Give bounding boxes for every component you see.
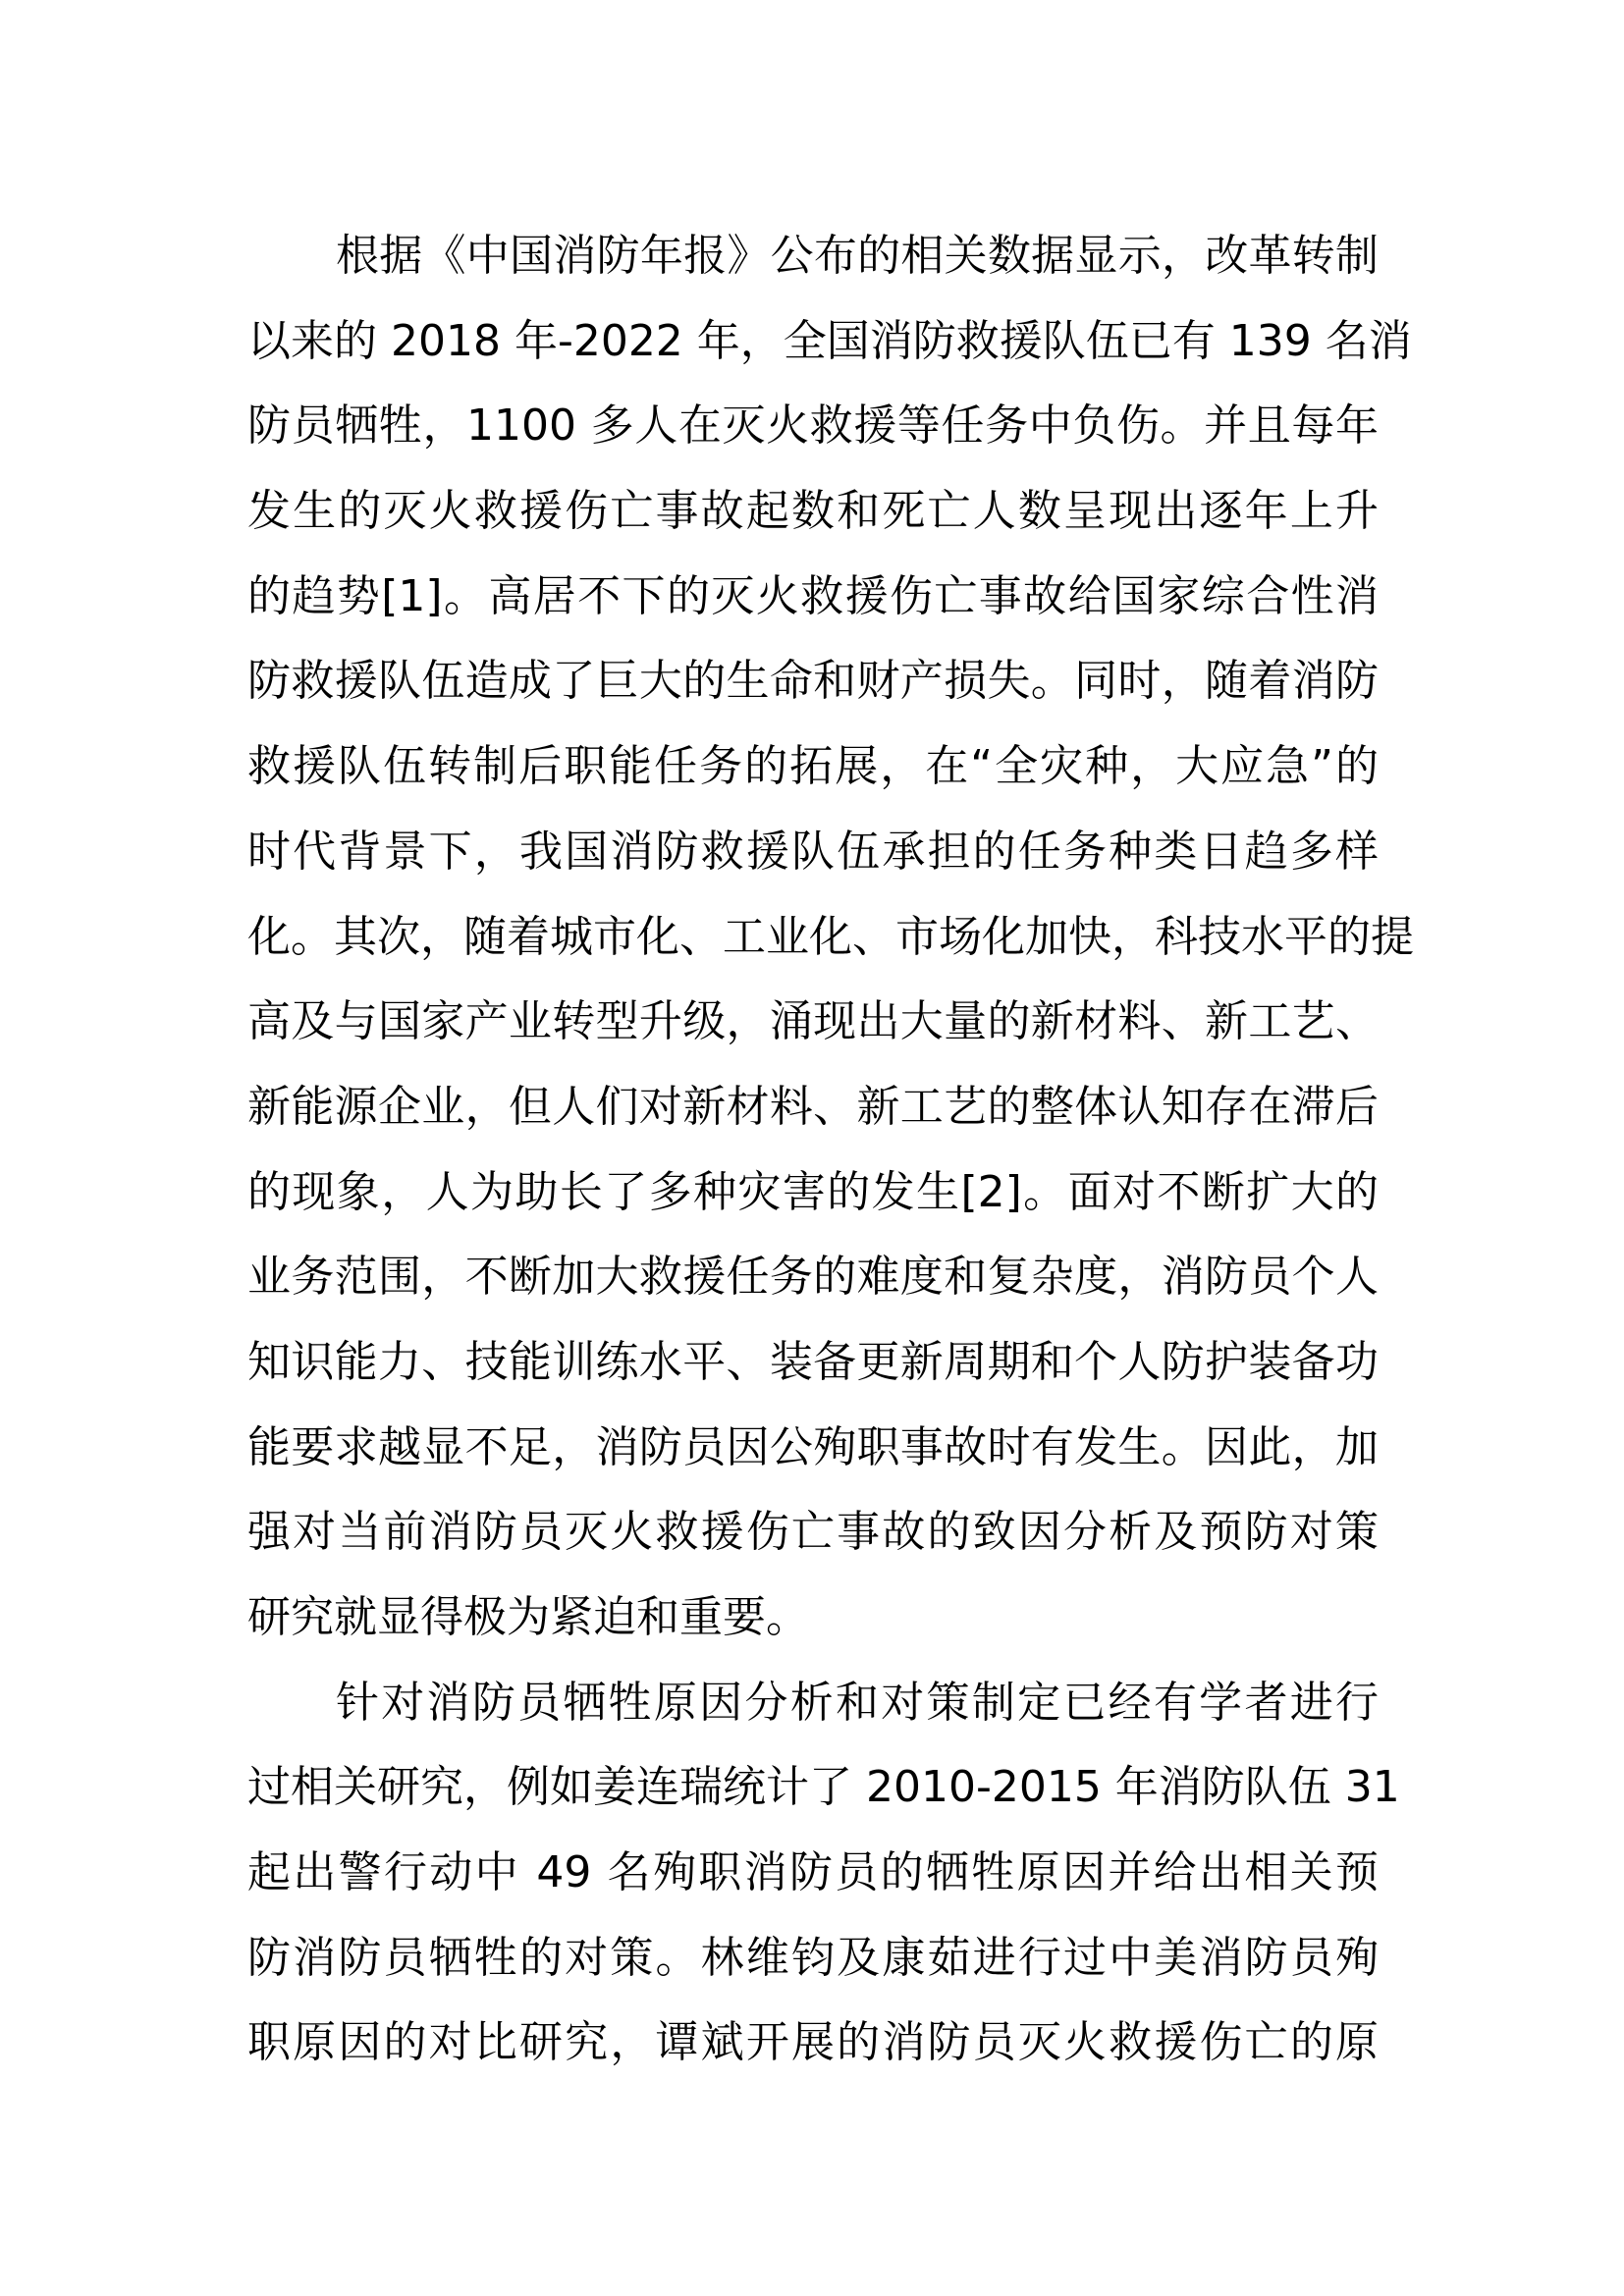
body-text [247,222,1414,2094]
paragraph-2 [247,1669,1400,2094]
text-line: 起出警行动中 49 名殉职消防员的牺牲原因并给出相关预 [247,1847,1379,1898]
text-line: 根据《中国消防年报》公布的相关数据显示，改革转制 [336,231,1379,281]
text-line: 的现象，人为助长了多种灾害的发生[2]。面对不断扩大的 [247,1166,1379,1217]
text-line: 针对消防员牺牲原因分析和对策制定已经有学者进行 [336,1677,1379,1728]
paragraph-1 [247,222,1414,1669]
text-line: 的趋势[1]。高居不下的灭火救援伤亡事故给国家综合性消 [247,570,1379,621]
text-line: 能要求越显不足，消防员因公殉职事故时有发生。因此，加 [247,1421,1379,1472]
text-line: 职原因的对比研究，谭斌开展的消防员灭火救援伤亡的原 [247,2017,1379,2068]
text-line: 防员牺牲，1100 多人在灭火救援等任务中负伤。并且每年 [247,400,1379,452]
text-line: 知识能力、技能训练水平、装备更新周期和个人防护装备功 [247,1336,1379,1387]
text-line: 研究就显得极为紧迫和重要。 [247,1592,809,1642]
text-line: 防消防员牺牲的对策。林维钧及康茹进行过中美消防员殉 [247,1932,1379,1983]
text-line: 发生的灭火救援伤亡事故起数和死亡人数呈现出逐年上升 [247,486,1379,537]
text-line: 过相关研究，例如姜连瑞统计了 2010-2015 年消防队伍 31 [247,1762,1400,1813]
text-line: 防救援队伍造成了巨大的生命和财产损失。同时，随着消防 [247,656,1379,707]
text-line: 以来的 2018 年-2022 年，全国消防救援队伍已有 139 名消 [247,315,1412,366]
text-line: 新能源企业，但人们对新材料、新工艺的整体认知存在滞后 [247,1081,1379,1132]
text-line: 化。其次，随着城市化、工业化、市场化加快，科技水平的提 [247,911,1414,962]
text-line: 救援队伍转制后职能任务的拓展，在“全灾种，大应急”的 [247,741,1379,792]
text-line: 时代背景下，我国消防救援队伍承担的任务种类日趋多样 [247,826,1379,877]
text-line: 高及与国家产业转型升级，涌现出大量的新材料、新工艺、 [247,996,1379,1047]
text-line: 业务范围，不断加大救援任务的难度和复杂度，消防员个人 [247,1252,1379,1303]
text-line: 强对当前消防员灭火救援伤亡事故的致因分析及预防对策 [247,1507,1379,1558]
